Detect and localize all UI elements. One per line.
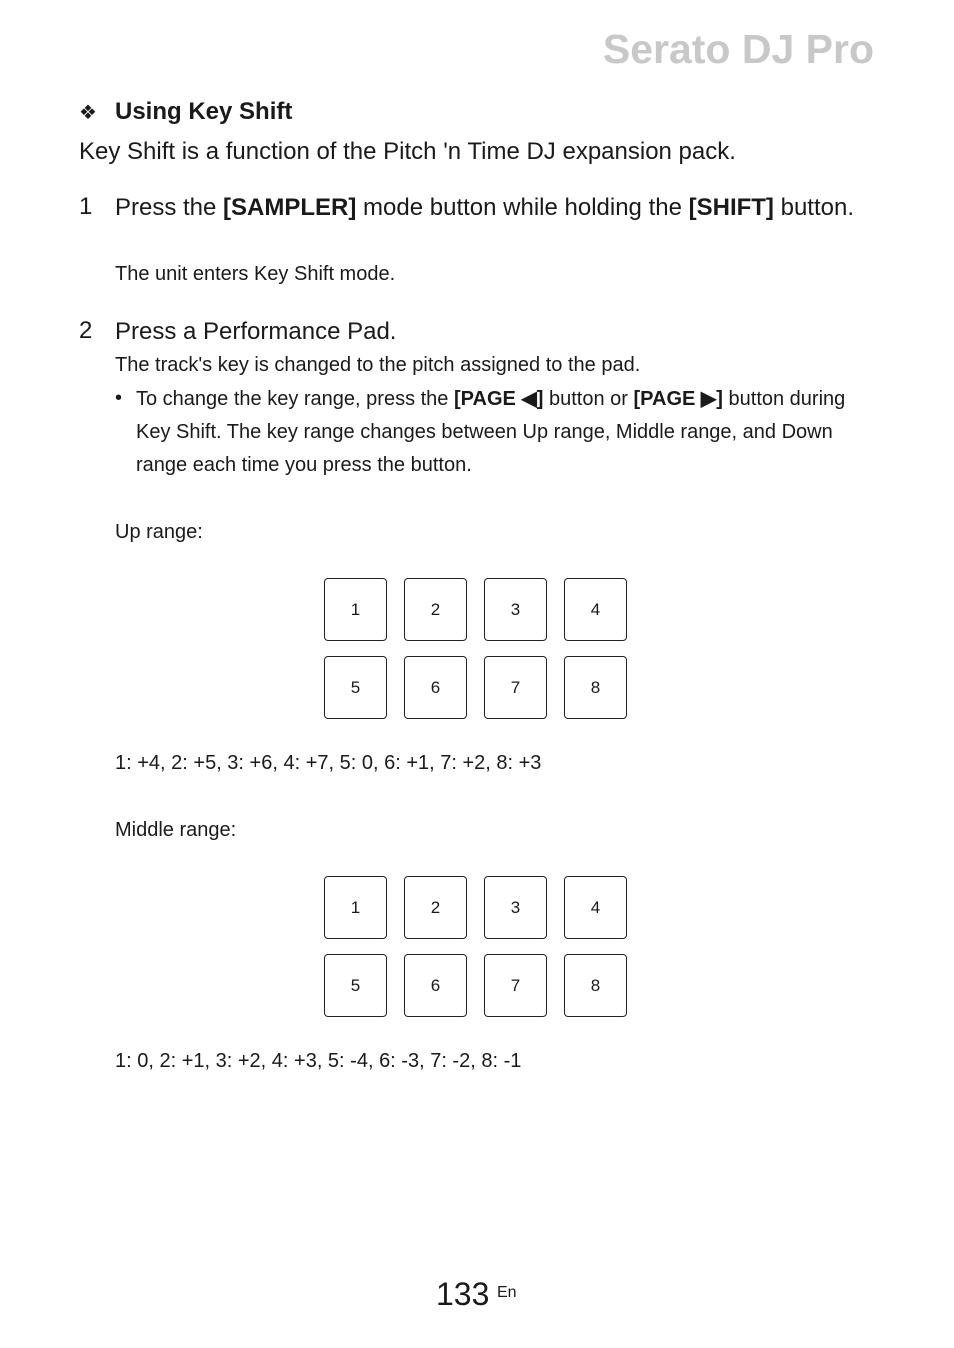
up-range-label: Up range: (115, 521, 203, 543)
performance-pad: 7 (484, 954, 547, 1017)
page-language: En (497, 1284, 517, 1301)
section-heading (79, 98, 292, 126)
diamond-bullet-icon: ❖ (79, 102, 97, 124)
performance-pad: 5 (324, 954, 387, 1017)
middle-range-label: Middle range: (115, 819, 237, 841)
performance-pad: 4 (564, 578, 627, 641)
performance-pad: 6 (404, 954, 467, 1017)
step-1-note: The unit enters Key Shift mode. (115, 263, 396, 285)
up-range-values: 1: +4, 2: +5, 3: +6, 4: +7, 5: 0, 6: +1, 7: +2, 8: +3 (115, 752, 542, 774)
sampler-button-label: [SAMPLER] (223, 194, 357, 221)
step-2-number: 2 (79, 317, 93, 344)
bullet-text-part: button or (543, 388, 634, 410)
page-number: 133 (436, 1276, 490, 1312)
middle-range-values: 1: 0, 2: +1, 3: +2, 4: +3, 5: -4, 6: -3, 7: -2, 8: -1 (115, 1050, 522, 1072)
bullet-text-part: button during Key Shift. The key range changes between Up range, Middle range, and Down range each time you press the button. (136, 388, 846, 476)
step-1-text-part: Press the (115, 194, 224, 221)
performance-pad: 2 (404, 578, 467, 641)
step-1-text-part: button. (773, 194, 854, 221)
middle-range-pad-grid (324, 876, 630, 1020)
performance-pad: 7 (484, 656, 547, 719)
step-2-note: The track's key is changed to the pitch assigned to the pad. (115, 354, 641, 376)
performance-pad: 5 (324, 656, 387, 719)
page-left-button-label: [PAGE ◀] (453, 388, 544, 410)
step-1-text (115, 191, 875, 224)
bullet-text-part: To change the key range, press the (136, 388, 454, 410)
section-heading-text: Using Key Shift (115, 98, 293, 125)
performance-pad: 4 (564, 876, 627, 939)
step-1-number: 1 (79, 193, 93, 220)
performance-pad: 6 (404, 656, 467, 719)
performance-pad: 1 (324, 876, 387, 939)
key-range-bullet-text (136, 383, 881, 482)
page-right-button-label: [PAGE ▶] (633, 388, 723, 410)
performance-pad: 1 (324, 578, 387, 641)
step-2-text: Press a Performance Pad. (115, 318, 397, 345)
performance-pad: 3 (484, 876, 547, 939)
performance-pad: 2 (404, 876, 467, 939)
section-intro: Key Shift is a function of the Pitch 'n Time DJ expansion pack. (79, 138, 736, 165)
performance-pad: 8 (564, 954, 627, 1017)
step-1-text-part: mode button while holding the (356, 194, 689, 221)
brand-title: Serato DJ Pro (602, 26, 874, 72)
shift-button-label: [SHIFT] (688, 194, 774, 221)
bullet-dot: • (115, 387, 123, 409)
up-range-pad-grid (324, 578, 630, 722)
performance-pad: 3 (484, 578, 547, 641)
performance-pad: 8 (564, 656, 627, 719)
